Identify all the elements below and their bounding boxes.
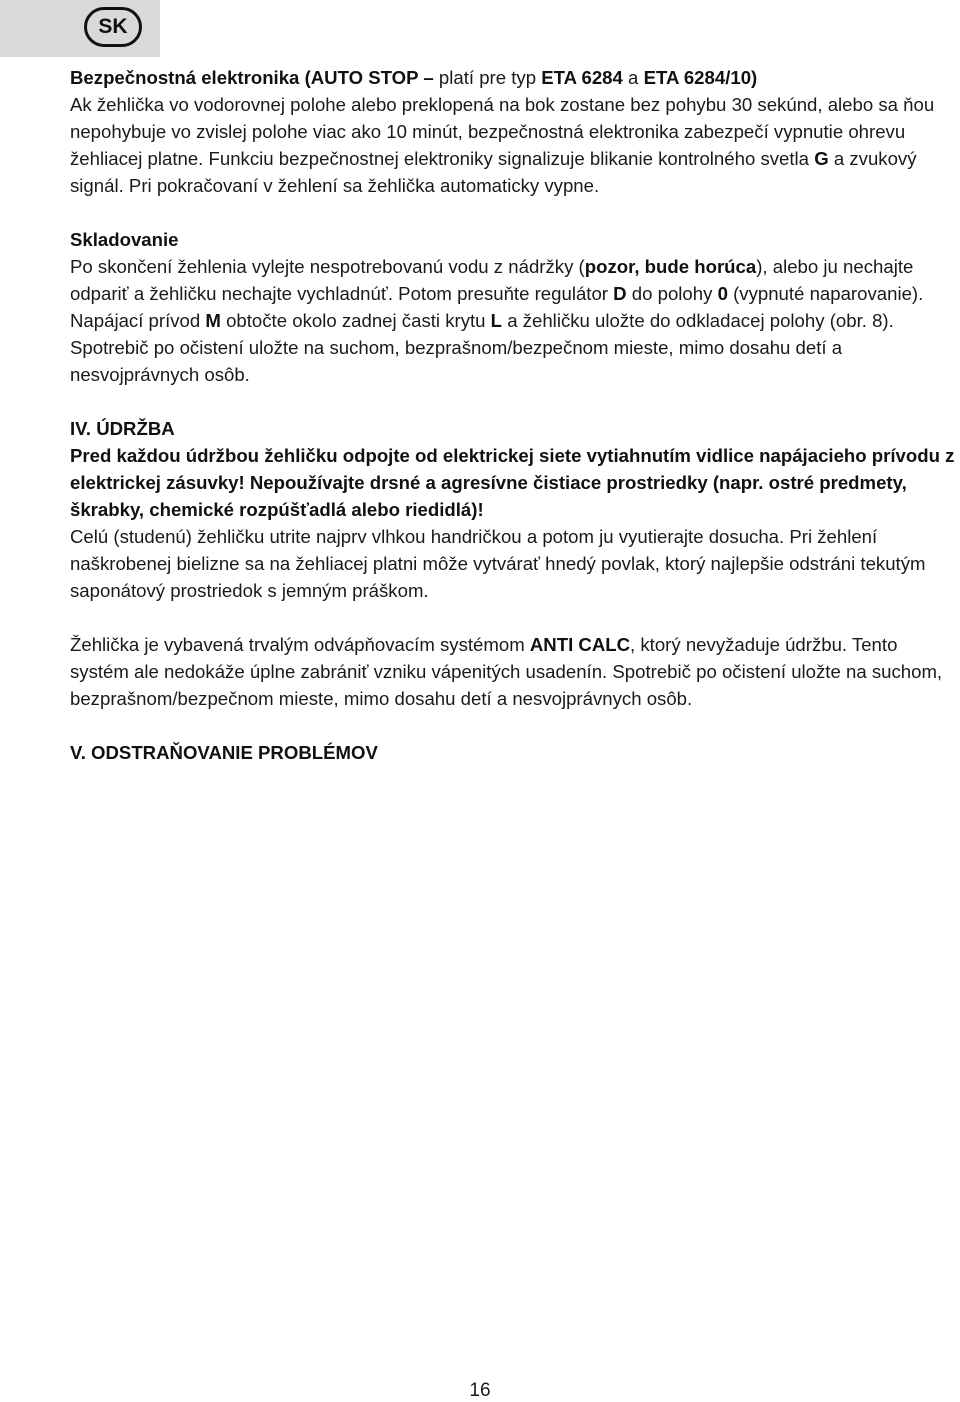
language-tab: [0, 0, 160, 57]
troubleshooting-heading: V. ODSTRAŇOVANIE PROBLÉMOV: [70, 742, 378, 763]
language-badge: SK: [84, 7, 142, 47]
maintenance-paragraph-1: Celú (studenú) žehličku utrite najprv vlhkou handričkou a potom ju vyutierajte dosucha. Pri žehlení naškrobenej bielizne sa na žehliacej platni môže vytvárať hnedý povlak, ktorý najlepšie odstráni tekutým saponátový prostriedok s jemným práškom.: [70, 526, 926, 601]
page-number: 16: [469, 1380, 491, 1401]
storage-heading: Skladovanie: [70, 229, 179, 250]
anti-calc-paragraph: Žehlička je vybavená trvalým odvápňovacím systémom ANTI CALC, ktorý nevyžaduje údržbu. Tento systém ale nedokáže úplne zabrániť vzniku vápenitých usadenín. Spotrebič po očistení uložte na suchom, bezprašnom/bezpečnom mieste, mimo dosahu detí a nesvojprávnych osôb.: [70, 634, 943, 709]
maintenance-block: [70, 415, 955, 604]
storage-paragraph: Skladovanie Po skončení žehlenia vylejte nespotrebovanú vodu z nádržky (pozor, bude horúca), alebo ju nechajte odpariť a žehličku nechajte vychladnúť. Potom presuňte regulátor D do polohy 0 (vypnuté naparovanie). Napájací prívod M obtočte okolo zadnej časti krytu L a žehličku uložte do odkladacej polohy (obr. 8). Spotrebič po očistení uložte na suchom, bezprašnom/bezpečnom mieste, mimo dosahu detí a nesvojprávnych osôb.: [70, 229, 924, 385]
maintenance-heading: IV. ÚDRŽBA: [70, 418, 175, 439]
auto-stop-title: Bezpečnostná elektronika (AUTO STOP –: [70, 67, 439, 88]
manual-content: [70, 64, 955, 766]
maintenance-warning: Pred každou údržbou žehličku odpojte od elektrickej siete vytiahnutím vidlice napájacieho prívodu z elektrickej zásuvky! Nepoužívajte drsné a agresívne čistiace prostriedky (napr. ostré predmety, škrabky, chemické rozpúšťadlá alebo riedidlá)!: [70, 445, 955, 520]
auto-stop-paragraph: Bezpečnostná elektronika (AUTO STOP – platí pre typ ETA 6284 a ETA 6284/10) Ak žehlička vo vodorovnej polohe alebo preklopená na bok zostane bez pohybu 30 sekúnd, alebo sa ňou nepohybuje vo zvislej polohe viac ako 10 minút, bezpečnostná elektronika zabezpečí vypnutie ohrevu žehliacej platne. Funkciu bezpečnostnej elektroniky signalizuje blikanie kontrolného svetla G a zvukový signál. Pri pokračovaní v žehlení sa žehlička automaticky vypne.: [70, 67, 935, 196]
